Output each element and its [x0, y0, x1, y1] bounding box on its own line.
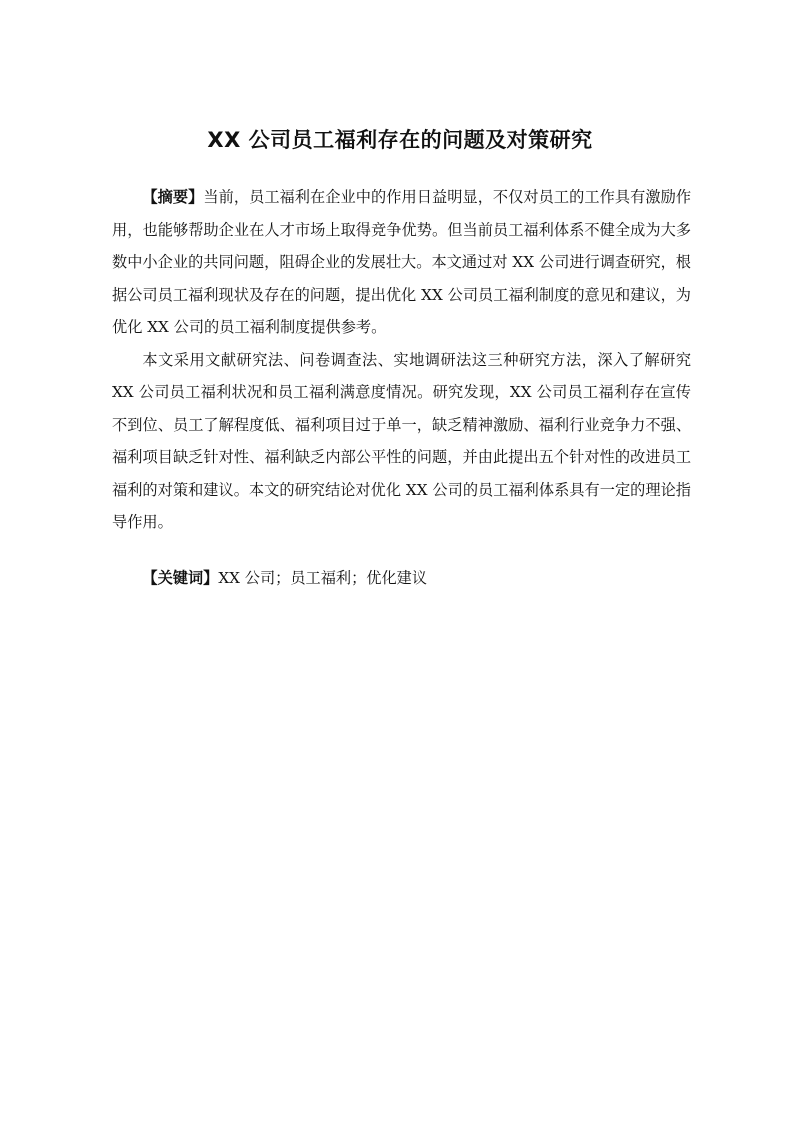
abstract-paragraph-1-text: 当前，员工福利在企业中的作用日益明显，不仅对员工的工作具有激励作用，也能够帮助企业在人才市场上取得竞争优势。但当前员工福利体系不健全成为大多数中小企业的共同问题，阻碍企业的发展壮大。本文通过对 XX 公司进行调查研究，根据公司员工福利现状及存在的问题，提出优化 XX 公司员工福利制度的意见和建议，为优化 XX 公司的员工福利制度提供参考。 — [112, 188, 692, 336]
abstract-section — [112, 181, 691, 539]
keywords-label: 【关键词】 — [142, 569, 219, 587]
abstract-label: 【摘要】 — [142, 188, 204, 206]
abstract-paragraph-1 — [112, 181, 691, 344]
document-title: XX 公司员工福利存在的问题及对策研究 — [207, 128, 593, 152]
keywords-line — [112, 562, 691, 594]
keywords-text: XX 公司；员工福利；优化建议 — [218, 569, 428, 587]
abstract-paragraph-2: 本文采用文献研究法、问卷调查法、实地调研法这三种研究方法，深入了解研究 XX 公司员工福利状况和员工福利满意度情况。研究发现，XX 公司员工福利存在宣传不到位、员工了解程度低、福利项目过于单一，缺乏精神激励、福利行业竞争力不强、福利项目缺乏针对性、福利缺乏内部公平性的问题，并由此提出五个针对性的改进员工福利的对策和建议。本文的研究结论对优化 XX 公司的员工福利体系具有一定的理论指导作用。 — [112, 350, 691, 531]
